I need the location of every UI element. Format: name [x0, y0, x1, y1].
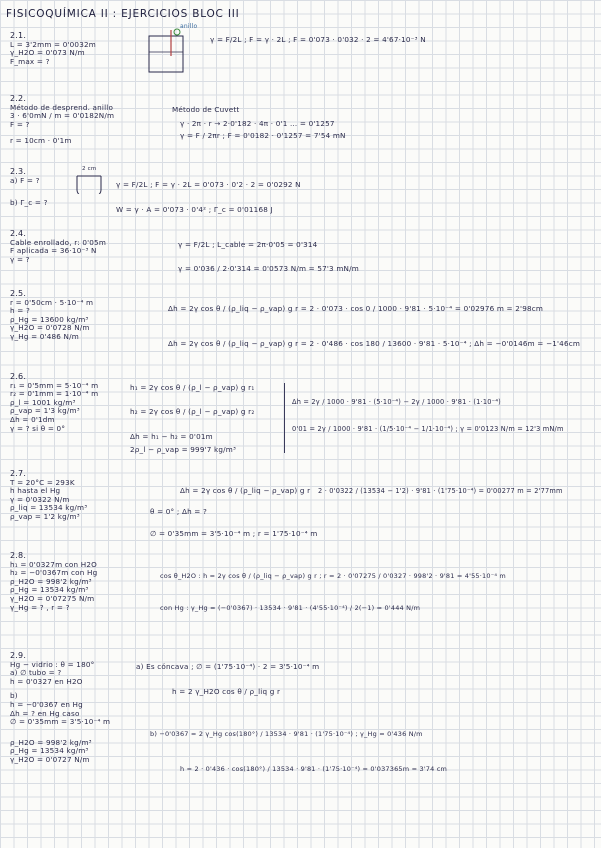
data-line: ρ_vap = 1'2 kg/m³	[10, 511, 80, 521]
data-line: Δh = 0'1dm	[10, 414, 55, 424]
page-title: FISICOQUÍMICA II : EJERCICIOS BLOC III	[6, 8, 240, 20]
data-line: Método de desprend. anillo	[10, 102, 114, 112]
work-line: 2ρ_l − ρ_vap = 999'7 kg/m³	[130, 445, 237, 454]
problem-number: 2.5.	[10, 289, 27, 298]
problem-2-3	[10, 168, 48, 208]
brace-divider	[284, 383, 285, 453]
work-line: Δh = 2γ cos θ / (ρ_liq − ρ_vap) g r = 2 · 0'073 · cos 0 / 1000 · 9'81 · 5·10⁻⁴ = 0'02976 m = 2'98cm	[168, 304, 544, 313]
problem-number: 2.2.	[10, 94, 27, 103]
data-line: b) Γ_c = ?	[10, 198, 48, 208]
sketch-label: anillo	[180, 23, 198, 30]
data-line: h = 0'0327 en H2O	[10, 676, 83, 686]
work-line: γ = F/2L ; F = γ · 2L ; F = 0'073 · 0'032 · 2 = 4'67·10⁻³ N	[210, 35, 426, 44]
work-line: γ = F/2L ; F = γ · 2L = 0'073 · 0'2 · 2 = 0'0292 N	[116, 180, 301, 189]
problem-2-8	[10, 552, 97, 612]
work-line: Δh = 2γ cos θ / (ρ_liq − ρ_vap) g r	[180, 486, 311, 495]
work-line: h = 2 · 0'436 · cos(180°) / 13534 · 9'81 · (1'75·10⁻⁴) = 0'037365m = 3'74 cm	[180, 765, 448, 773]
data-line: ρ_Hg = 13534 kg/m³	[10, 746, 89, 756]
data-line: b)	[10, 691, 18, 701]
data-line: h₁ = 0'0327m con H2O	[10, 559, 97, 569]
problem-number: 2.6.	[10, 372, 27, 381]
work-line: cos θ_H2O : h = 2γ cos θ / (ρ_liq − ρ_vap) g r ; r = 2 · 0'07275 / 0'0327 · 998'2 · 9'81 = 4'55·10⁻⁴ m	[160, 572, 506, 580]
problem-number: 2.4.	[10, 229, 27, 238]
problem-number: 2.8.	[10, 551, 27, 560]
data-line: γ = ?	[10, 254, 30, 264]
frame-sketch	[74, 170, 104, 194]
data-line: h = −0'0367 en Hg	[10, 699, 83, 709]
data-line: T = 20°C = 293K	[10, 477, 75, 487]
work-line: con Hg : γ_Hg = (−0'0367) · 13534 · 9'81 · (4'55·10⁻⁴) / 2(−1) = 0'444 N/m	[160, 604, 421, 612]
method-label: Método de Cuvett	[172, 105, 240, 114]
data-line: γ_Hg = 0'486 N/m	[10, 331, 79, 341]
problem-2-2	[10, 95, 114, 146]
data-line: γ_H2O = 0'07275 N/m	[10, 593, 95, 603]
work-line: γ = F/2L ; L_cable = 2π·0'05 = 0'314	[178, 240, 318, 249]
work-line: Δh = h₁ − h₂ = 0'01m	[130, 432, 213, 441]
data-line: r = 0'50cm · 5·10⁻⁴ m	[10, 297, 94, 307]
data-line: ∅ = 0'35mm = 3'5·10⁻⁴ m	[10, 717, 111, 727]
data-line: r₂ = 0'1mm = 1·10⁻⁴ m	[10, 389, 99, 399]
problem-2-4	[10, 230, 106, 264]
work-line: b) −0'0367 = 2 γ_Hg cos(180°) / 13534 · 9'81 · (1'75·10⁻⁴) ; γ_Hg = 0'436 N/m	[150, 730, 423, 738]
data-line: F_max = ?	[10, 56, 50, 66]
work-line: θ = 0° ; Δh = ?	[150, 507, 208, 516]
data-line: γ_H2O = 0'0728 N/m	[10, 323, 90, 333]
work-line: h = 2 γ_H2O cos θ / ρ_liq g r	[172, 687, 281, 696]
data-line: γ = 0'0322 N/m	[10, 494, 70, 504]
sketch-label: 2 cm	[82, 166, 97, 172]
work-line: 0'01 = 2γ / 1000 · 9'81 · (1/5·10⁻⁴ − 1/1·10⁻⁴) ; γ = 0'0123 N/m = 12'3 mN/m	[292, 425, 564, 433]
data-line: a) ∅ tubo = ?	[10, 668, 62, 678]
problem-2-9	[10, 652, 110, 765]
problem-2-1	[10, 32, 96, 66]
data-line: ρ_Hg = 13534 kg/m³	[10, 585, 89, 595]
data-line: ρ_Hg = 13600 kg/m³	[10, 314, 89, 324]
problem-2-6	[10, 373, 98, 433]
data-line: a) F = ?	[10, 175, 40, 185]
work-line: W = γ · A = 0'073 · 0'4² ; Γ_c = 0'01168 J	[116, 205, 273, 214]
work-line: ∅ = 0'35mm = 3'5·10⁻⁴ m ; r = 1'75·10⁻⁴ m	[150, 529, 318, 538]
data-line: γ = ? si θ = 0°	[10, 423, 66, 433]
work-line: Δh = 2γ / 1000 · 9'81 · (5·10⁻⁴) − 2γ / 1000 · 9'81 · (1·10⁻⁴)	[292, 398, 501, 406]
work-line: h₂ = 2γ cos θ / (ρ_l − ρ_vap) g r₂	[130, 407, 255, 416]
problem-2-5	[10, 290, 93, 342]
data-line: γ_H2O = 0'0727 N/m	[10, 754, 90, 764]
data-line: h = ?	[10, 306, 30, 316]
problem-number: 2.9.	[10, 651, 27, 660]
data-line: ρ_vap = 1'3 kg/m³	[10, 406, 80, 416]
data-line: r₁ = 0'5mm = 5·10⁻⁴ m	[10, 380, 99, 390]
work-line: γ · 2π · r → 2·0'182 · 4π · 0'1 ... = 0'1257	[180, 119, 335, 128]
data-line: F aplicada = 36·10⁻³ N	[10, 246, 97, 256]
data-line: Cable enrollado, r: 0'05m	[10, 237, 107, 247]
data-line: r = 10cm · 0'1m	[10, 136, 72, 146]
problem-number: 2.3.	[10, 167, 27, 176]
data-line: ρ_l = 1001 kg/m³	[10, 397, 76, 407]
data-line: ρ_H2O = 998'2 kg/m³	[10, 737, 92, 747]
work-line: Δh = 2γ cos θ / (ρ_liq − ρ_vap) g r = 2 · 0'486 · cos 180 / 13600 · 9'81 · 5·10⁻⁴ ; Δh = −0'0146m = −1'46cm	[168, 339, 581, 348]
work-line: γ = 0'036 / 2·0'314 = 0'0573 N/m = 57'3 mN/m	[178, 264, 359, 273]
data-line: h₂ = −0'0367m con Hg	[10, 568, 98, 578]
data-line: γ_H2O = 0'073 N/m	[10, 48, 85, 58]
data-line: Hg − vidrio : θ = 180°	[10, 659, 95, 669]
data-line: F = ?	[10, 119, 30, 129]
data-line: γ_Hg = ? , r = ?	[10, 602, 70, 612]
problem-number: 2.1.	[10, 31, 27, 40]
work-line: γ = F / 2πr ; F = 0'0182 · 0'1257 = 7'54 mN	[180, 131, 346, 140]
data-line: ρ_H2O = 998'2 kg/m³	[10, 576, 92, 586]
problem-number: 2.7.	[10, 469, 27, 478]
data-line: 3 · 6'0mN / m = 0'0182N/m	[10, 111, 115, 121]
work-line: 2 · 0'0322 / (13534 − 1'2) · 9'81 · (1'75·10⁻⁴) = 0'00277 m = 2'77mm	[318, 487, 563, 495]
work-line: h₁ = 2γ cos θ / (ρ_l − ρ_vap) g r₁	[130, 383, 255, 392]
data-line: L = 3'2mm = 0'0032m	[10, 39, 96, 49]
data-line: ρ_liq = 13534 kg/m³	[10, 503, 88, 513]
data-line: Δh = ? en Hg caso	[10, 708, 80, 718]
problem-2-7	[10, 470, 87, 522]
work-line: a) Es cóncava ; ∅ = (1'75·10⁻⁴) · 2 = 3'5·10⁻⁴ m	[136, 662, 320, 671]
data-line: h hasta el Hg	[10, 486, 61, 496]
beaker-sketch	[143, 26, 199, 78]
